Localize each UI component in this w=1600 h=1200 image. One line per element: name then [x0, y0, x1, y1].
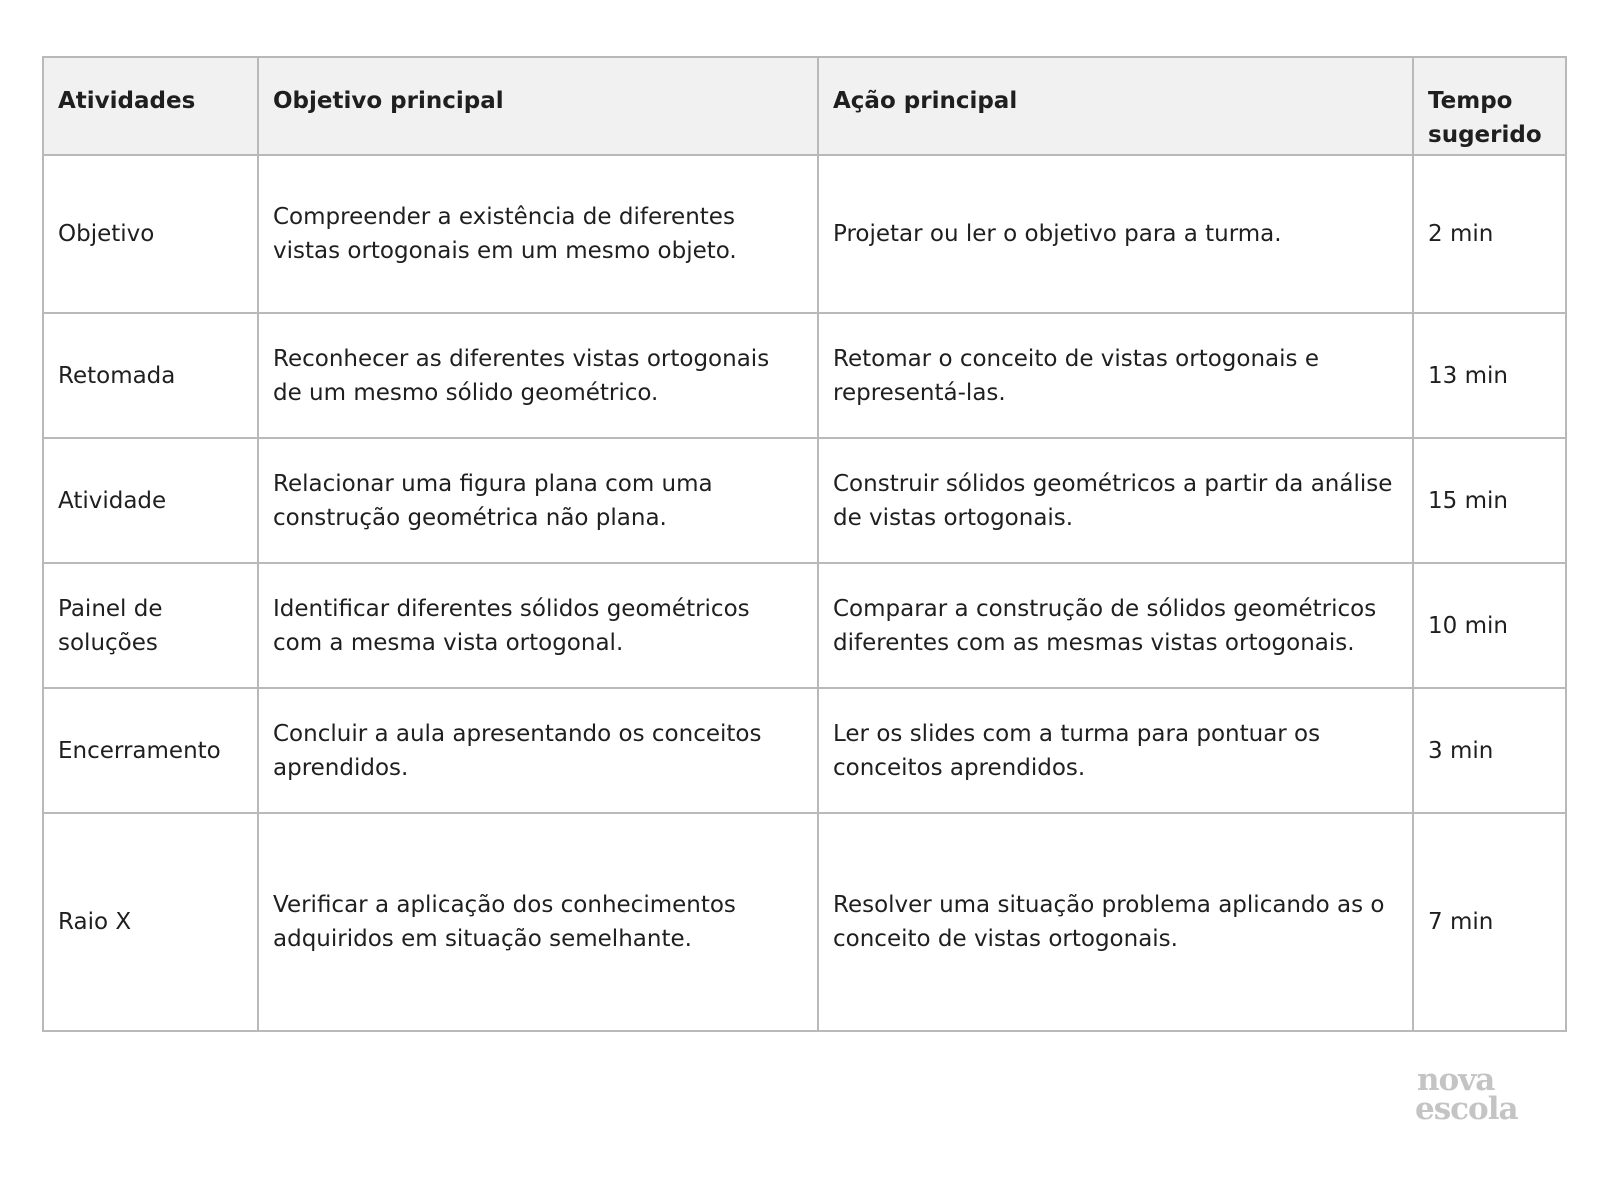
cell-acao: Ler os slides com a turma para pontuar os conceitos aprendidos.: [818, 688, 1413, 813]
table-row: [43, 813, 1566, 1031]
cell-objetivo: Identificar diferentes sólidos geométricos com a mesma vista ortogonal.: [258, 563, 818, 688]
cell-atividade: Raio X: [43, 813, 258, 1031]
header-acao-principal: Ação principal: [818, 57, 1413, 155]
cell-atividade: Painel de soluções: [43, 563, 258, 688]
cell-acao: Retomar o conceito de vistas ortogonais e representá-las.: [818, 313, 1413, 438]
table-row: [43, 155, 1566, 313]
header-atividades: Atividades: [43, 57, 258, 155]
table-row: [43, 688, 1566, 813]
cell-acao: Projetar ou ler o objetivo para a turma.: [818, 155, 1413, 313]
lesson-plan-table: [42, 56, 1567, 1032]
table-row: [43, 563, 1566, 688]
cell-tempo: 7 min: [1413, 813, 1566, 1031]
cell-tempo: 3 min: [1413, 688, 1566, 813]
nova-escola-logo: [1415, 1062, 1535, 1127]
cell-tempo: 2 min: [1413, 155, 1566, 313]
table-header-row: [43, 57, 1566, 155]
cell-objetivo: Verificar a aplicação dos conhecimentos adquiridos em situação semelhante.: [258, 813, 818, 1031]
table-row: [43, 438, 1566, 563]
cell-tempo: 13 min: [1413, 313, 1566, 438]
logo-line-escola: escola: [1415, 1091, 1518, 1127]
cell-tempo: 10 min: [1413, 563, 1566, 688]
cell-objetivo: Compreender a existência de diferentes vistas ortogonais em um mesmo objeto.: [258, 155, 818, 313]
cell-objetivo: Reconhecer as diferentes vistas ortogonais de um mesmo sólido geométrico.: [258, 313, 818, 438]
cell-atividade: Retomada: [43, 313, 258, 438]
cell-acao: Comparar a construção de sólidos geométricos diferentes com as mesmas vistas ortogonais.: [818, 563, 1413, 688]
cell-atividade: Objetivo: [43, 155, 258, 313]
cell-objetivo: Relacionar uma figura plana com uma construção geométrica não plana.: [258, 438, 818, 563]
cell-acao: Construir sólidos geométricos a partir da análise de vistas ortogonais.: [818, 438, 1413, 563]
table-row: [43, 313, 1566, 438]
header-tempo-sugerido: Tempo sugerido: [1413, 57, 1566, 155]
header-objetivo-principal: Objetivo principal: [258, 57, 818, 155]
logo-line-nova: nova: [1417, 1062, 1495, 1098]
cell-atividade: Atividade: [43, 438, 258, 563]
cell-acao: Resolver uma situação problema aplicando as o conceito de vistas ortogonais.: [818, 813, 1413, 1031]
cell-atividade: Encerramento: [43, 688, 258, 813]
cell-tempo: 15 min: [1413, 438, 1566, 563]
cell-objetivo: Concluir a aula apresentando os conceitos aprendidos.: [258, 688, 818, 813]
